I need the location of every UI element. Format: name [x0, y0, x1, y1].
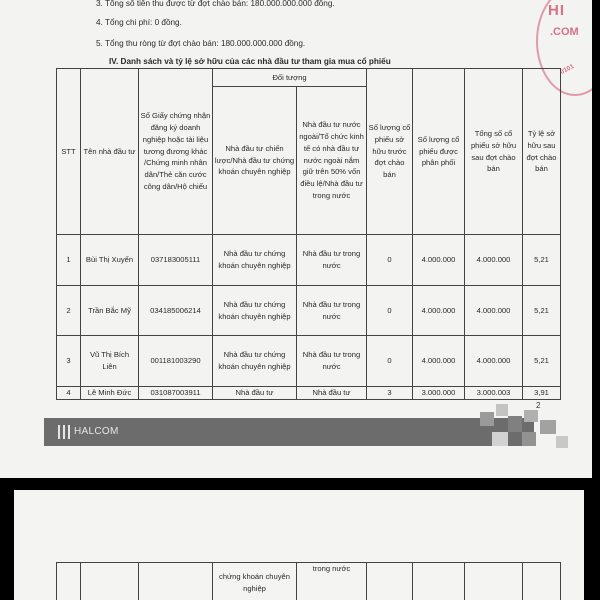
pixel-artifact	[556, 436, 568, 448]
table-row	[57, 563, 561, 600]
cell-after: 4.000.000	[465, 336, 523, 387]
cell-name: Vũ Thị Bích Liên	[81, 336, 139, 387]
cell-foreign: trong nước	[297, 563, 367, 600]
header-stt: STT	[57, 69, 81, 235]
document-page-2	[14, 490, 584, 600]
halcom-logo-icon	[58, 425, 70, 439]
pixel-artifact	[522, 432, 536, 446]
investor-table-continued	[56, 562, 561, 600]
cell-distributed: 4.000.000	[413, 286, 465, 336]
section-heading-investor-list: IV. Danh sách và tỷ lệ sở hữu của các nhà đầu tư tham gia mua cổ phiếu	[109, 57, 391, 66]
cell-name: Lê Minh Đức	[81, 387, 139, 400]
header-investor-name: Tên nhà đầu tư	[81, 69, 139, 235]
cell-distributed: 4.000.000	[413, 235, 465, 286]
header-id-document: Số Giấy chứng nhận đăng ký doanh nghiệp hoặc tài liệu tương đương khác /Chứng minh nhân dân/Thẻ căn cước công dân/Hộ chiếu	[139, 69, 213, 235]
pixel-artifact	[508, 416, 522, 432]
cell-distributed: 3.000.000	[413, 387, 465, 400]
header-shares-after: Tổng số cổ phiếu sở hữu sau đợt chào bán	[465, 69, 523, 235]
cell-professional: Nhà đầu tư	[213, 387, 297, 400]
summary-line-total-proceeds: 3. Tổng số tiền thu được từ đợt chào bán: 180.000.000.000 đồng.	[96, 0, 335, 8]
cell-professional: Nhà đầu tư chứng khoán chuyên nghiệp	[213, 336, 297, 387]
footer-brand: HALCOM	[74, 426, 119, 437]
cell-ratio: 3,91	[523, 387, 561, 400]
cell-id: 034185006214	[139, 286, 213, 336]
cell-professional: Nhà đầu tư chứng khoán chuyên nghiệp	[213, 286, 297, 336]
header-shares-before: Số lượng cổ phiếu sở hữu trước đợt chào bán	[367, 69, 413, 235]
cell-after: 4.000.000	[465, 235, 523, 286]
cell-foreign: Nhà đầu tư trong nước	[297, 235, 367, 286]
pixel-artifact	[480, 412, 494, 426]
cell-after: 4.000.000	[465, 286, 523, 336]
cell-before: 3	[367, 387, 413, 400]
header-professional-investor: Nhà đầu tư chiến lược/Nhà đầu tư chứng khoán chuyên nghiệp	[213, 87, 297, 235]
cell-name: Trần Bắc Mỹ	[81, 286, 139, 336]
cell-professional: chứng khoán chuyên nghiệp	[213, 563, 297, 600]
cell-ratio: 5,21	[523, 235, 561, 286]
cell-before: 0	[367, 336, 413, 387]
page-number: 2	[536, 401, 541, 410]
summary-line-net-proceeds: 5. Tổng thu ròng từ đợt chào bán: 180.000.000.000 đồng.	[96, 39, 306, 48]
table-row	[57, 336, 561, 387]
pixel-artifact	[496, 404, 508, 416]
stamp-letters: HI	[548, 2, 565, 19]
cell-foreign: Nhà đầu tư trong nước	[297, 336, 367, 387]
header-foreign-domestic: Nhà đầu tư nước ngoài/Tổ chức kinh tế có nhà đầu tư nước ngoài nắm giữ trên 50% vốn điều lệ/Nhà đầu tư trong nước	[297, 87, 367, 235]
pixel-artifact	[492, 432, 508, 446]
cell-foreign: Nhà đầu tư trong nước	[297, 286, 367, 336]
cell-before: 0	[367, 235, 413, 286]
cell-distributed: 4.000.000	[413, 336, 465, 387]
cell-ratio: 5,21	[523, 286, 561, 336]
header-shares-distributed: Số lượng cổ phiếu được phân phối	[413, 69, 465, 235]
investor-table	[56, 68, 561, 400]
summary-line-total-cost: 4. Tổng chi phí: 0 đồng.	[96, 18, 182, 27]
pixel-artifact	[540, 420, 556, 434]
table-row	[57, 235, 561, 286]
cell-foreign: Nhà đầu tư	[297, 387, 367, 400]
cell-ratio: 5,21	[523, 336, 561, 387]
pixel-artifact	[524, 410, 538, 422]
stamp-code: 0101	[559, 63, 576, 76]
cell-id: 031087003911	[139, 387, 213, 400]
cell-stt: 3	[57, 336, 81, 387]
cell-name: Bùi Thị Xuyến	[81, 235, 139, 286]
stamp-name: .COM	[550, 26, 579, 38]
table-row	[57, 387, 561, 400]
cell-after: 3.000.003	[465, 387, 523, 400]
header-ownership-ratio: Tỷ lệ sở hữu sau đợt chào bán	[523, 69, 561, 235]
cell-before: 0	[367, 286, 413, 336]
page-footer	[44, 418, 534, 446]
header-investor-type: Đối tượng	[213, 69, 367, 87]
cell-stt: 1	[57, 235, 81, 286]
table-row	[57, 286, 561, 336]
cell-id: 001181003290	[139, 336, 213, 387]
cell-stt: 4	[57, 387, 81, 400]
cell-professional: Nhà đầu tư chứng khoán chuyên nghiệp	[213, 235, 297, 286]
cell-stt: 2	[57, 286, 81, 336]
cell-id: 037183005111	[139, 235, 213, 286]
